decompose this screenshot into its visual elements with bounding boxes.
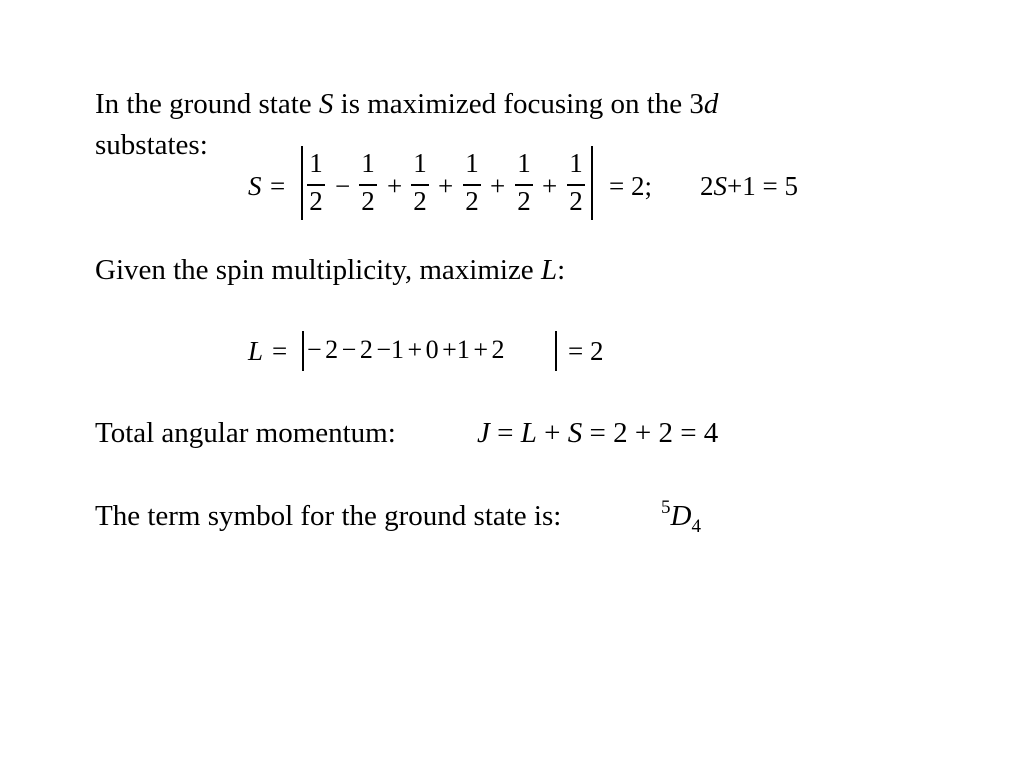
- eq-multiplicity: [700, 171, 798, 201]
- text-segment: = 2 + 2 = 4: [582, 417, 719, 449]
- eq-s-lhs: S: [248, 171, 262, 201]
- text-segment: 2: [700, 171, 714, 201]
- fraction: [305, 148, 327, 218]
- fraction-numerator: 1: [569, 148, 583, 178]
- fraction: [357, 148, 379, 218]
- term-symbol: [661, 496, 701, 536]
- operator: +: [542, 171, 558, 201]
- symbol-S: S: [318, 88, 334, 120]
- text-line-4: [95, 413, 396, 453]
- operator: +: [438, 171, 454, 201]
- symbol-d: d: [703, 88, 719, 120]
- text-line-5: [95, 496, 561, 536]
- fraction-denominator: 2: [465, 186, 479, 216]
- term-symbol-j: 4: [691, 516, 701, 537]
- abs-bar-left: [301, 146, 303, 220]
- fraction-numerator: 1: [465, 148, 479, 178]
- fraction: [461, 148, 483, 218]
- symbol-S: S: [713, 171, 727, 201]
- eq-l-body: − 2 − 2 −1 + 0 +1 + 2: [307, 335, 505, 364]
- fraction-numerator: 1: [309, 148, 323, 178]
- text-segment: In the ground state: [95, 88, 319, 120]
- fraction: [409, 148, 431, 218]
- symbol-L: L: [520, 417, 537, 449]
- eq-l-result: = 2: [568, 336, 604, 366]
- operator: −: [335, 171, 351, 201]
- fraction-numerator: 1: [361, 148, 375, 178]
- operator: +: [387, 171, 403, 201]
- text-segment: :: [557, 254, 566, 286]
- symbol-S: S: [567, 417, 583, 449]
- fraction-denominator: 2: [569, 186, 583, 216]
- symbol-L: L: [540, 254, 558, 286]
- fraction: [513, 148, 535, 218]
- text-segment: =: [489, 417, 521, 449]
- fraction: [565, 148, 587, 218]
- fraction-denominator: 2: [309, 186, 323, 216]
- eq-s-equals: =: [270, 171, 286, 201]
- fraction-denominator: 2: [361, 186, 375, 216]
- text-segment: is maximized focusing on the 3: [333, 88, 704, 120]
- term-symbol-letter: D: [670, 500, 692, 532]
- text-segment: The term symbol for the ground state is:: [95, 500, 562, 532]
- text-segment: +: [536, 417, 568, 449]
- eq-l-equals: =: [272, 336, 288, 366]
- text-line-3: [95, 250, 565, 290]
- text-segment: Total angular momentum:: [95, 417, 396, 449]
- text-line-2: substates:: [95, 129, 208, 161]
- text-line-1: [95, 84, 718, 124]
- text-segment: +1 = 5: [727, 171, 798, 201]
- term-symbol-multiplicity: 5: [661, 497, 671, 518]
- operator: +: [490, 171, 506, 201]
- text-segment: Given the spin multiplicity, maximize: [95, 254, 541, 286]
- symbol-J: J: [477, 417, 490, 449]
- fraction-numerator: 1: [517, 148, 531, 178]
- fraction-denominator: 2: [413, 186, 427, 216]
- eq-s-result: = 2;: [609, 171, 652, 201]
- fraction-denominator: 2: [517, 186, 531, 216]
- equation-total-angular-momentum: [477, 413, 718, 453]
- abs-bar-left: [302, 331, 304, 371]
- fraction-numerator: 1: [413, 148, 427, 178]
- abs-bar-right: [555, 331, 557, 371]
- abs-bar-right: [591, 146, 593, 220]
- eq-l-lhs: L: [248, 336, 264, 366]
